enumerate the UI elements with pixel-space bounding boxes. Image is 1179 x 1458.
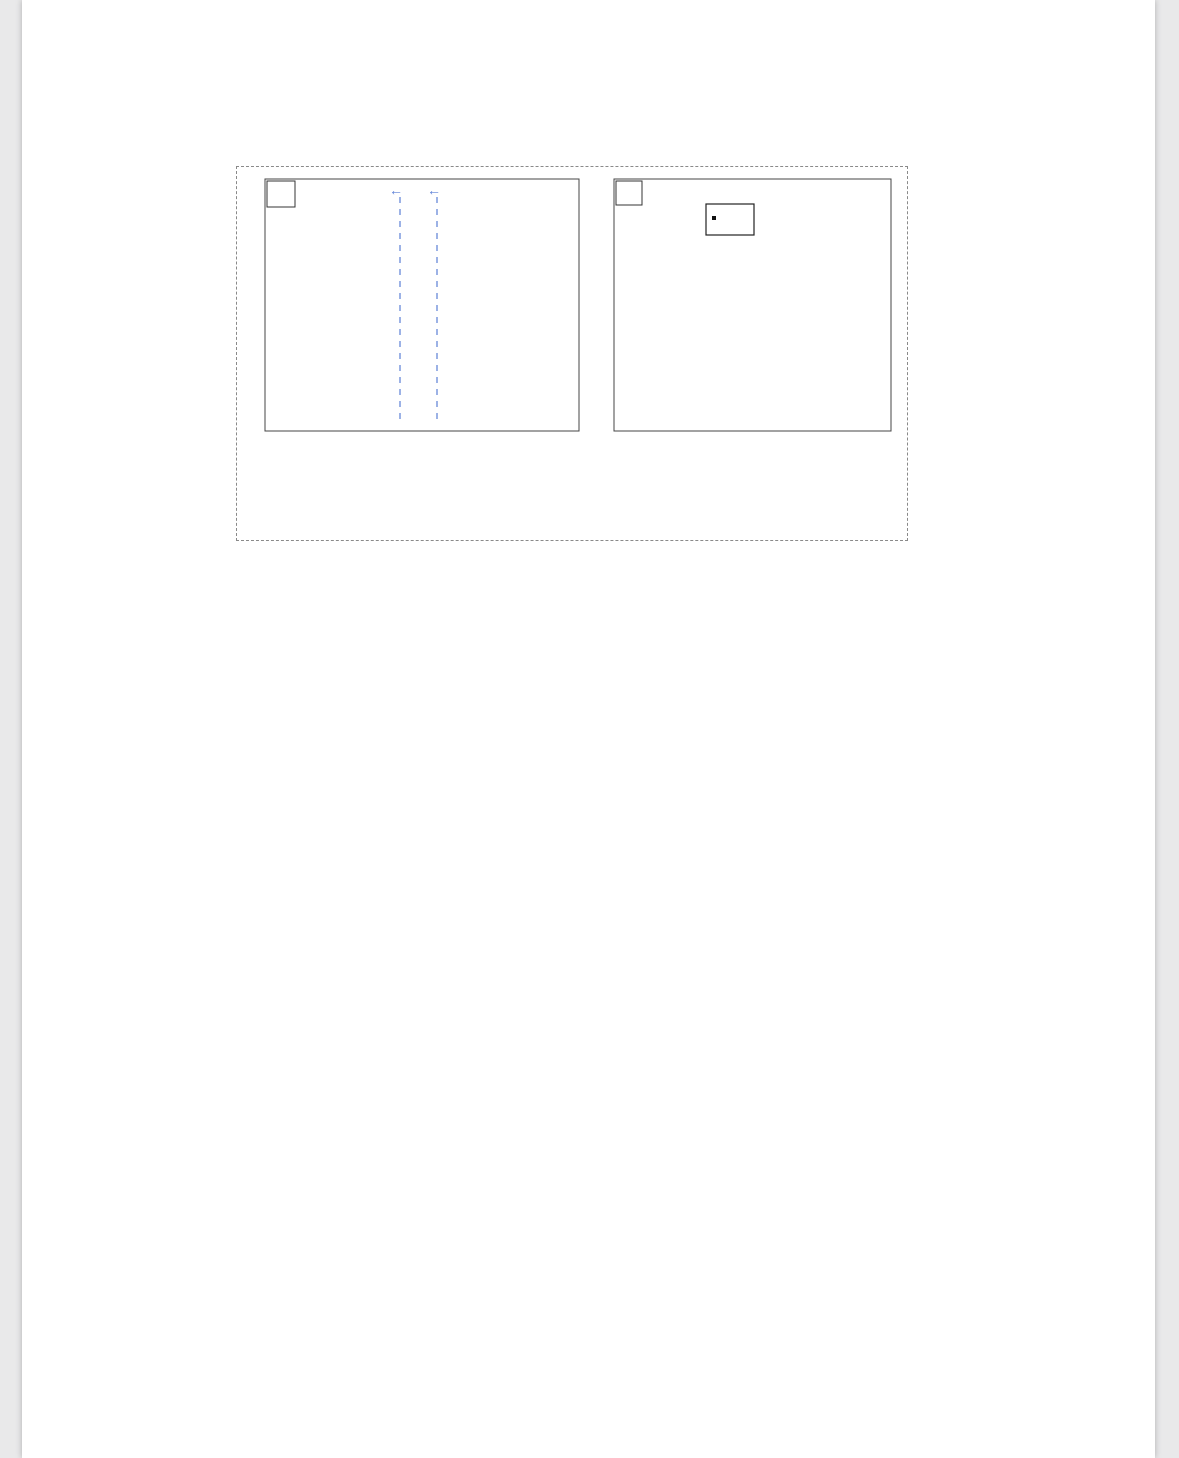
shift-arrow-d: ←: [389, 182, 403, 198]
panel-a-label-box: [267, 181, 295, 207]
figure-graphic: [237, 167, 909, 542]
shift-arrow-g: ←: [427, 182, 441, 198]
panel-b-label-box: [616, 181, 642, 205]
figure-4: [236, 166, 908, 541]
legend-marker: [712, 216, 716, 220]
panel-a-frame: [265, 179, 579, 431]
